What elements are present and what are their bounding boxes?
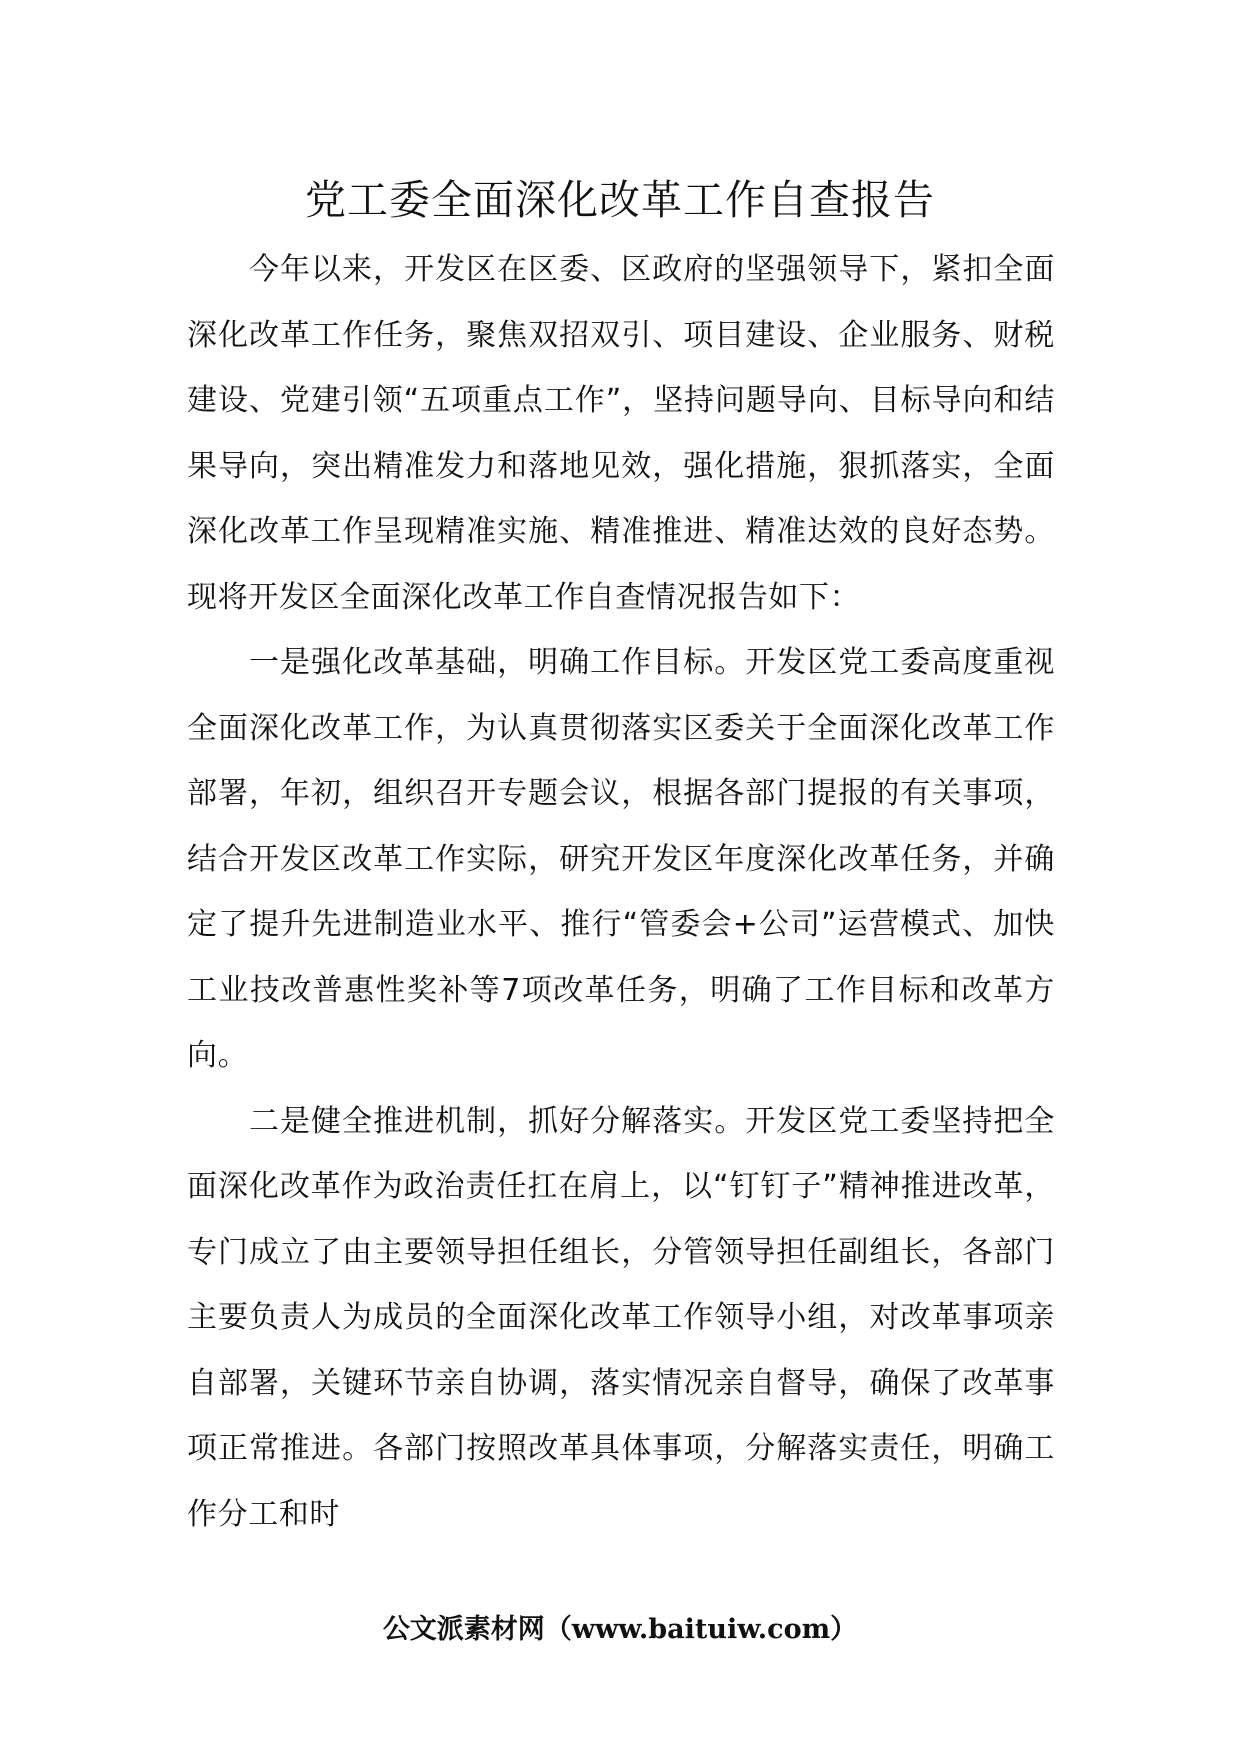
paragraph-section-1: 一是强化改革基础，明确工作目标。开发区党工委高度重视全面深化改革工作，为认真贯彻落实区委关于全面深化改革工作部署，年初，组织召开专题会议，根据各部门提报的有关事项，结合开发区改革工作实际，研究开发区年度深化改革任务，并确定了提升先进制造业水平、推行“管委会+公司”运营模式、加快工业技改普惠性奖补等7项改革任务，明确了工作目标和改革方向。 [187,645,1055,1073]
document-title: 党工委全面深化改革工作自查报告 [305,176,935,224]
paragraph-intro: 今年以来，开发区在区委、区政府的坚强领导下，紧扣全面深化改革工作任务，聚焦双招双引、项目建设、企业服务、财税建设、党建引领“五项重点工作”，坚持问题导向、目标导向和结果导向，突出精准发力和落地见效，强化措施，狠抓落实，全面深化改革工作呈现精准实施、精准推进、精准达效的良好态势。现将开发区全面深化改革工作自查情况报告如下： [187,252,1055,615]
paragraph-section-2: 二是健全推进机制，抓好分解落实。开发区党工委坚持把全面深化改革作为政治责任扛在肩上，以“钉钉子”精神推进改革，专门成立了由主要领导担任组长，分管领导担任副组长，各部门主要负责人为成员的全面深化改革工作领导小组，对改革事项亲自部署，关键环节亲自协调，落实情况亲自督导，确保了改革事项正常推进。各部门按照改革具体事项，分解落实责任，明确工作分工和时 [187,1103,1055,1532]
document-body [187,237,1055,1547]
footer-watermark: 公文派素材网（www.baituiw.com） [382,1614,858,1645]
